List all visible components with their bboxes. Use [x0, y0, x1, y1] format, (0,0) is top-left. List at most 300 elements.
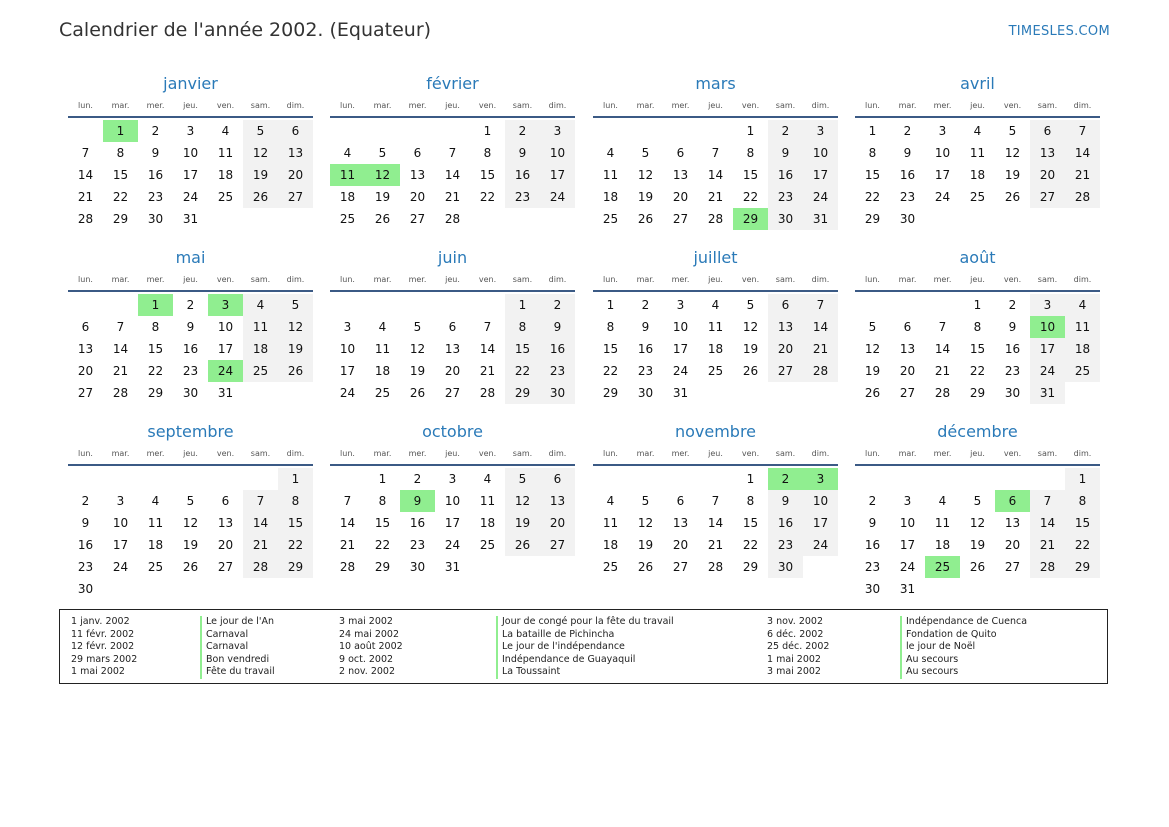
day-cell: 16	[864, 538, 881, 552]
day-cell: 21	[479, 364, 496, 378]
day-cell: 3	[938, 124, 947, 138]
day-cell: 21	[707, 190, 724, 204]
legend-date: 1 janv. 2002	[71, 616, 130, 627]
empty-cell	[663, 468, 698, 490]
weekday-label: lun.	[340, 101, 355, 110]
day-cell: 22	[147, 364, 164, 378]
day-cell: 23	[540, 360, 575, 382]
day-cell: 2	[186, 298, 195, 312]
weekday-label: sam.	[512, 449, 533, 458]
day-cell: 12	[1004, 146, 1021, 160]
day-cell: 17	[339, 364, 356, 378]
day-cell: 21	[243, 534, 278, 556]
day-cell: 4	[483, 472, 492, 486]
day-cell: 23	[409, 538, 426, 552]
weekday-header	[68, 96, 313, 118]
day-cell: 19	[374, 190, 391, 204]
month-7	[855, 246, 1100, 404]
day-cell: 24	[899, 560, 916, 574]
day-cell: 22	[479, 190, 496, 204]
day-cell: 22	[742, 538, 759, 552]
weekday-label: lun.	[603, 275, 618, 284]
day-cell: 20	[217, 538, 234, 552]
empty-cell	[173, 468, 208, 490]
day-cell: 15	[742, 516, 759, 530]
day-cell: 7	[343, 494, 352, 508]
weekday-label: ven.	[1003, 101, 1022, 110]
day-cell: 15	[278, 512, 313, 534]
day-cell: 13	[278, 142, 313, 164]
day-cell: 10	[803, 142, 838, 164]
day-cell: 22	[864, 190, 881, 204]
weekday-label: dim.	[548, 275, 567, 284]
weekday-header	[593, 444, 838, 466]
empty-cell	[628, 468, 663, 490]
day-cell: 28	[934, 386, 951, 400]
legend-holiday-name: Jour de congé pour la fête du travail	[502, 616, 674, 627]
day-cell: 7	[1065, 120, 1100, 142]
day-cell: 6	[676, 494, 685, 508]
day-cell: 3	[540, 120, 575, 142]
day-cell: 12	[278, 316, 313, 338]
day-cell: 15	[1065, 512, 1100, 534]
day-cell: 11	[374, 342, 391, 356]
empty-cell	[330, 468, 365, 490]
day-cell: 14	[707, 516, 724, 530]
day-cell: 21	[803, 338, 838, 360]
day-cell: 29	[374, 560, 391, 574]
day-cell: 12	[742, 320, 759, 334]
legend-date: 6 déc. 2002	[767, 628, 824, 640]
day-cell: 7	[448, 146, 457, 160]
day-cell: 29	[147, 386, 164, 400]
day-cell: 7	[243, 490, 278, 512]
day-cell: 27	[672, 560, 689, 574]
weekday-label: mer.	[408, 449, 427, 458]
legend-date: 12 févr. 2002	[71, 641, 135, 653]
day-cell: 27	[1004, 560, 1021, 574]
day-cell: 10	[217, 320, 234, 334]
day-cell: 26	[1004, 190, 1021, 204]
day-grid	[330, 294, 575, 404]
day-cell: 29	[864, 212, 881, 226]
month-2	[593, 72, 838, 230]
day-cell: 6	[81, 320, 90, 334]
day-grid	[855, 294, 1100, 404]
empty-cell	[243, 468, 278, 490]
day-cell: 11	[969, 146, 986, 160]
weekday-label: jeu.	[970, 101, 985, 110]
day-cell: 31	[1030, 382, 1065, 404]
day-grid	[855, 468, 1100, 600]
weekday-label: sam.	[775, 101, 796, 110]
weekday-label: mar.	[898, 101, 917, 110]
day-cell: 31	[899, 582, 916, 596]
legend-date: 9 oct. 2002	[339, 653, 394, 665]
weekday-label: dim.	[811, 275, 830, 284]
day-cell: 16	[768, 164, 803, 186]
day-cell: 3	[343, 320, 352, 334]
day-cell: 17	[540, 164, 575, 186]
weekday-label: ven.	[216, 101, 235, 110]
day-cell: 20	[899, 364, 916, 378]
day-cell: 9	[641, 320, 650, 334]
empty-cell	[365, 294, 400, 316]
day-cell: 20	[540, 512, 575, 534]
day-cell: 10	[182, 146, 199, 160]
day-cell: 26	[182, 560, 199, 574]
day-cell: 19	[637, 190, 654, 204]
day-cell: 23	[864, 560, 881, 574]
day-cell: 6	[221, 494, 230, 508]
day-cell: 7	[711, 146, 720, 160]
empty-cell	[925, 468, 960, 490]
day-cell: 25	[707, 364, 724, 378]
weekday-label: jeu.	[445, 449, 460, 458]
legend-dates-col	[71, 616, 137, 679]
day-cell: 30	[540, 382, 575, 404]
legend-date: 3 mai 2002	[767, 666, 821, 678]
day-cell: 8	[151, 320, 160, 334]
day-cell: 26	[278, 360, 313, 382]
day-cell: 29	[505, 382, 540, 404]
weekday-label: lun.	[340, 449, 355, 458]
day-cell: 17	[803, 512, 838, 534]
day-cell: 2	[903, 124, 912, 138]
day-cell: 19	[278, 338, 313, 360]
day-cell: 1	[483, 124, 492, 138]
weekday-label: ven.	[741, 275, 760, 284]
day-cell: 17	[112, 538, 129, 552]
empty-cell	[435, 294, 470, 316]
weekday-label: sam.	[250, 449, 271, 458]
day-cell: 9	[868, 516, 877, 530]
day-cell: 8	[378, 494, 387, 508]
day-cell: 21	[444, 190, 461, 204]
day-grid	[68, 468, 313, 600]
legend-names-col	[200, 616, 275, 679]
month-name: février	[426, 74, 479, 93]
day-cell: 24	[182, 190, 199, 204]
day-cell: 28	[243, 556, 278, 578]
day-cell: 6	[903, 320, 912, 334]
holiday-day-cell: 3	[803, 468, 838, 490]
day-cell: 19	[1004, 168, 1021, 182]
day-cell: 20	[672, 538, 689, 552]
empty-cell	[400, 120, 435, 142]
day-cell: 14	[112, 342, 129, 356]
day-cell: 13	[217, 516, 234, 530]
day-cell: 24	[339, 386, 356, 400]
day-cell: 10	[803, 490, 838, 512]
day-cell: 18	[147, 538, 164, 552]
day-cell: 17	[899, 538, 916, 552]
weekday-label: mar.	[111, 449, 130, 458]
legend-holiday-name: Carnaval	[206, 641, 249, 653]
empty-cell	[1030, 468, 1065, 490]
day-cell: 28	[112, 386, 129, 400]
day-cell: 11	[243, 316, 278, 338]
weekday-label: ven.	[478, 101, 497, 110]
day-cell: 28	[479, 386, 496, 400]
weekday-label: lun.	[865, 275, 880, 284]
day-cell: 10	[444, 494, 461, 508]
legend-names-col	[900, 616, 1027, 679]
day-cell: 20	[77, 364, 94, 378]
weekday-header	[855, 270, 1100, 292]
weekday-label: mer.	[146, 449, 165, 458]
month-4	[68, 246, 313, 404]
day-grid	[593, 468, 838, 578]
weekday-label: sam.	[512, 275, 533, 284]
day-cell: 4	[938, 494, 947, 508]
day-cell: 16	[768, 512, 803, 534]
month-name: décembre	[937, 422, 1018, 441]
day-cell: 5	[641, 146, 650, 160]
day-cell: 13	[1004, 516, 1021, 530]
day-cell: 24	[672, 364, 689, 378]
legend-holiday-name: La Toussaint	[502, 666, 561, 678]
holiday-day-cell: 1	[103, 120, 138, 142]
day-cell: 9	[768, 142, 803, 164]
day-cell: 10	[672, 320, 689, 334]
day-cell: 10	[934, 146, 951, 160]
day-cell: 17	[803, 164, 838, 186]
day-cell: 2	[641, 298, 650, 312]
weekday-label: lun.	[865, 101, 880, 110]
day-cell: 22	[742, 190, 759, 204]
day-cell: 25	[374, 386, 391, 400]
legend-date: 2 nov. 2002	[339, 666, 395, 678]
day-cell: 23	[147, 190, 164, 204]
day-cell: 10	[899, 516, 916, 530]
day-cell: 24	[540, 186, 575, 208]
weekday-label: dim.	[548, 449, 567, 458]
day-cell: 23	[768, 186, 803, 208]
day-cell: 14	[444, 168, 461, 182]
day-cell: 16	[899, 168, 916, 182]
day-cell: 1	[505, 294, 540, 316]
day-cell: 31	[803, 208, 838, 230]
empty-cell	[698, 468, 733, 490]
day-cell: 12	[182, 516, 199, 530]
day-grid	[855, 120, 1100, 230]
empty-cell	[890, 294, 925, 316]
weekday-label: ven.	[478, 449, 497, 458]
day-cell: 26	[969, 560, 986, 574]
day-cell: 4	[606, 494, 615, 508]
day-cell: 11	[602, 168, 619, 182]
day-cell: 9	[903, 146, 912, 160]
weekday-label: jeu.	[970, 449, 985, 458]
day-cell: 4	[606, 146, 615, 160]
holiday-day-cell: 9	[400, 490, 435, 512]
day-cell: 10	[540, 142, 575, 164]
day-cell: 5	[243, 120, 278, 142]
day-cell: 13	[1030, 142, 1065, 164]
day-cell: 11	[1065, 316, 1100, 338]
day-cell: 2	[868, 494, 877, 508]
day-cell: 16	[182, 342, 199, 356]
weekday-label: sam.	[1037, 101, 1058, 110]
weekday-label: mer.	[671, 101, 690, 110]
weekday-label: mer.	[408, 101, 427, 110]
day-cell: 25	[217, 190, 234, 204]
day-cell: 5	[378, 146, 387, 160]
day-cell: 8	[973, 320, 982, 334]
holiday-day-cell: 1	[138, 294, 173, 316]
holiday-day-cell: 3	[208, 294, 243, 316]
day-cell: 19	[637, 538, 654, 552]
day-cell: 27	[540, 534, 575, 556]
day-cell: 8	[505, 316, 540, 338]
day-cell: 16	[147, 168, 164, 182]
legend-holiday-name: Bon vendredi	[206, 653, 270, 665]
day-cell: 2	[505, 120, 540, 142]
day-cell: 18	[243, 338, 278, 360]
day-cell: 24	[444, 538, 461, 552]
day-cell: 29	[742, 560, 759, 574]
month-name: septembre	[147, 422, 234, 441]
weekday-label: jeu.	[708, 101, 723, 110]
legend-names-col	[496, 616, 674, 679]
day-cell: 26	[505, 534, 540, 556]
day-cell: 17	[217, 342, 234, 356]
day-cell: 28	[444, 212, 461, 226]
month-name: juillet	[693, 248, 738, 267]
day-cell: 6	[1030, 120, 1065, 142]
day-cell: 30	[409, 560, 426, 574]
day-cell: 18	[1065, 338, 1100, 360]
weekday-label: jeu.	[183, 449, 198, 458]
weekday-label: mer.	[146, 275, 165, 284]
empty-cell	[890, 468, 925, 490]
day-cell: 9	[768, 490, 803, 512]
day-cell: 20	[278, 164, 313, 186]
legend-date: 25 déc. 2002	[767, 641, 830, 653]
day-cell: 15	[479, 168, 496, 182]
day-cell: 22	[505, 360, 540, 382]
day-cell: 13	[672, 516, 689, 530]
day-cell: 27	[899, 386, 916, 400]
day-cell: 15	[147, 342, 164, 356]
day-cell: 19	[409, 364, 426, 378]
month-10	[593, 420, 838, 578]
month-1	[330, 72, 575, 230]
weekday-label: mar.	[636, 101, 655, 110]
day-cell: 5	[186, 494, 195, 508]
day-cell: 3	[903, 494, 912, 508]
weekday-label: mer.	[933, 275, 952, 284]
day-cell: 21	[77, 190, 94, 204]
day-cell: 6	[278, 120, 313, 142]
brand-link[interactable]: TIMESLES.COM	[1008, 24, 1110, 39]
day-cell: 28	[803, 360, 838, 382]
day-cell: 4	[221, 124, 230, 138]
day-cell: 1	[746, 124, 755, 138]
day-cell: 13	[77, 342, 94, 356]
holiday-day-cell: 11	[330, 164, 365, 186]
day-cell: 31	[672, 386, 689, 400]
day-cell: 15	[742, 168, 759, 182]
weekday-label: lun.	[78, 449, 93, 458]
day-cell: 22	[278, 534, 313, 556]
month-name: mars	[695, 74, 736, 93]
day-cell: 8	[868, 146, 877, 160]
day-cell: 11	[934, 516, 951, 530]
day-cell: 11	[602, 516, 619, 530]
weekday-label: dim.	[811, 449, 830, 458]
day-cell: 17	[1030, 338, 1065, 360]
legend-holiday-name: Fête du travail	[206, 666, 275, 678]
weekday-label: sam.	[1037, 449, 1058, 458]
day-cell: 12	[409, 342, 426, 356]
month-name: octobre	[422, 422, 483, 441]
weekday-label: sam.	[775, 275, 796, 284]
day-cell: 27	[409, 212, 426, 226]
empty-cell	[68, 120, 103, 142]
day-cell: 1	[1065, 468, 1100, 490]
day-cell: 22	[374, 538, 391, 552]
legend-holiday-name: le jour de Noël	[906, 641, 976, 653]
weekday-label: lun.	[865, 449, 880, 458]
day-cell: 18	[707, 342, 724, 356]
day-cell: 4	[243, 294, 278, 316]
weekday-label: jeu.	[445, 275, 460, 284]
day-cell: 8	[1065, 490, 1100, 512]
day-cell: 17	[672, 342, 689, 356]
day-cell: 12	[864, 342, 881, 356]
day-cell: 13	[672, 168, 689, 182]
month-name: mai	[175, 248, 206, 267]
day-cell: 7	[711, 494, 720, 508]
day-cell: 13	[540, 490, 575, 512]
day-cell: 23	[77, 560, 94, 574]
day-cell: 5	[1008, 124, 1017, 138]
day-cell: 2	[81, 494, 90, 508]
empty-cell	[855, 468, 890, 490]
day-cell: 12	[505, 490, 540, 512]
day-cell: 29	[602, 386, 619, 400]
day-cell: 9	[505, 142, 540, 164]
legend-date: 29 mars 2002	[71, 653, 138, 665]
weekday-header	[330, 270, 575, 292]
day-cell: 9	[540, 316, 575, 338]
weekday-header	[68, 444, 313, 466]
day-cell: 22	[602, 364, 619, 378]
day-cell: 31	[444, 560, 461, 574]
day-cell: 2	[1008, 298, 1017, 312]
day-cell: 20	[409, 190, 426, 204]
day-cell: 14	[1065, 142, 1100, 164]
day-cell: 27	[217, 560, 234, 574]
weekday-label: dim.	[286, 101, 305, 110]
weekday-label: dim.	[286, 275, 305, 284]
day-cell: 6	[448, 320, 457, 334]
weekday-header	[330, 444, 575, 466]
day-cell: 26	[637, 212, 654, 226]
day-cell: 18	[602, 190, 619, 204]
day-cell: 22	[1065, 534, 1100, 556]
weekday-label: jeu.	[970, 275, 985, 284]
day-cell: 23	[505, 186, 540, 208]
weekday-label: mer.	[671, 449, 690, 458]
weekday-label: ven.	[478, 275, 497, 284]
day-cell: 27	[672, 212, 689, 226]
day-cell: 1	[278, 468, 313, 490]
holiday-day-cell: 29	[733, 208, 768, 230]
weekday-label: dim.	[548, 101, 567, 110]
